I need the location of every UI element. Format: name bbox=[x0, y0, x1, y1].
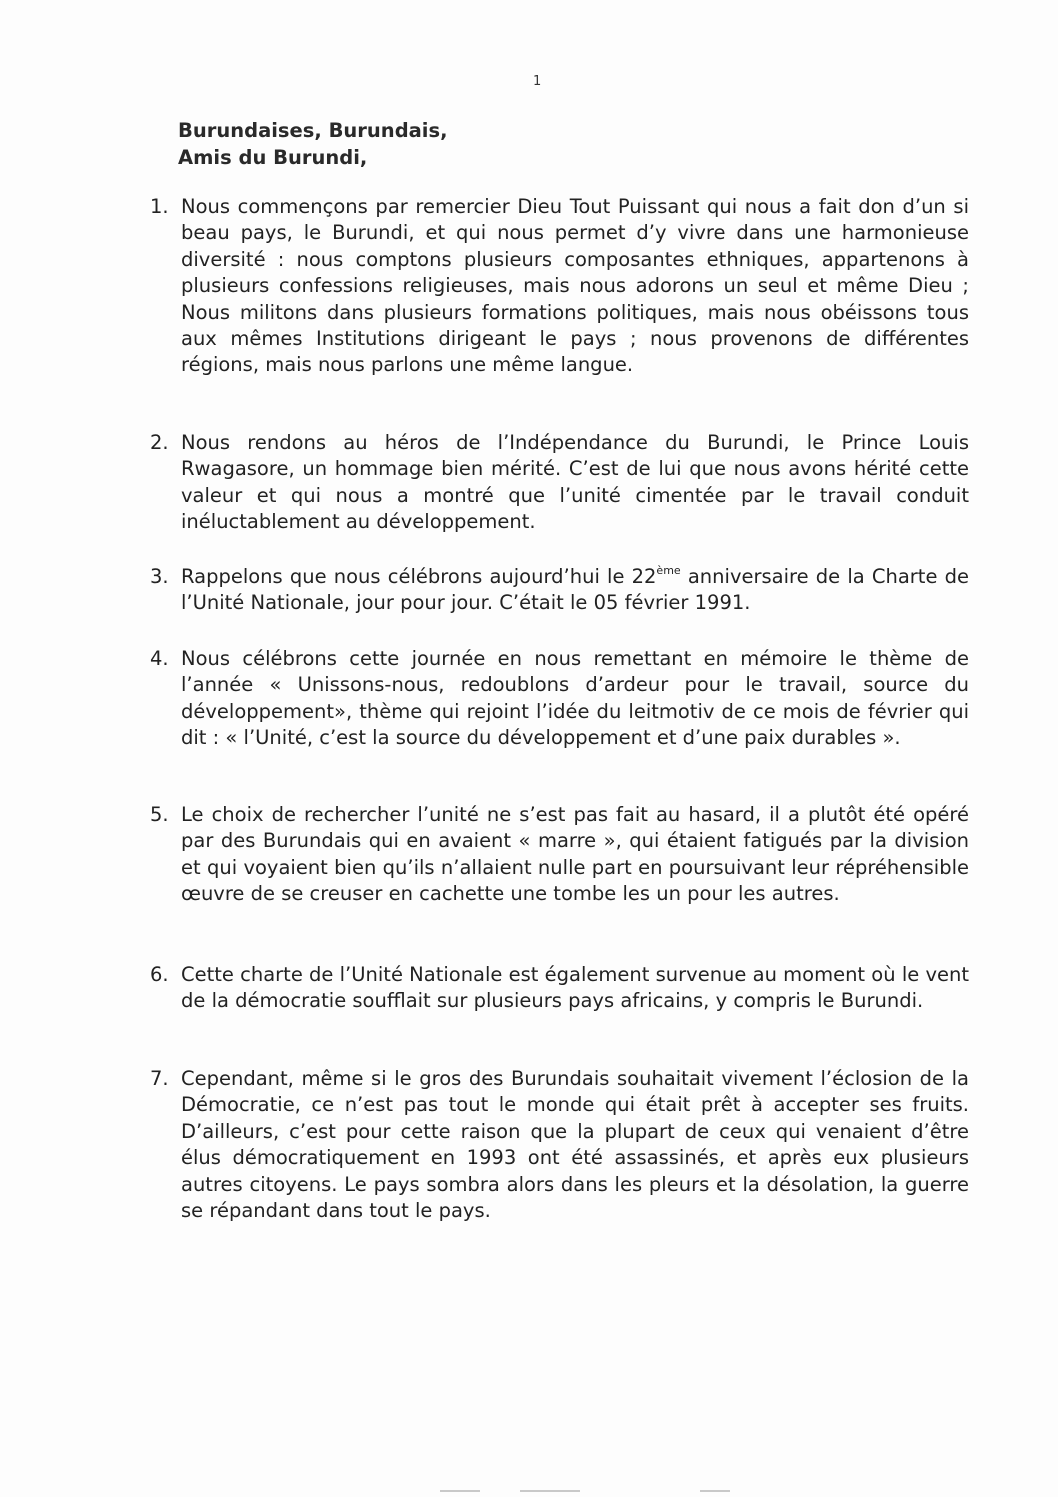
list-item-7 bbox=[150, 1066, 970, 1224]
list-item-6 bbox=[150, 962, 970, 1015]
list-item-5 bbox=[150, 802, 970, 908]
item-text: Nous célébrons cette journée en nous remettant en mémoire le thème de l’année « Unissons-nous, redoublons d’ardeur pour le travail, source du développement», thème qui rejoint l’idée du leitmotiv de ce mois de février qui dit : « l’Unité, c’est la source du développement et d’une paix durables ». bbox=[181, 647, 969, 750]
item-number: 1. bbox=[150, 195, 169, 218]
item-text: Nous rendons au héros de l’Indépendance du Burundi, le Prince Louis Rwagasore, un hommage bien mérité. C’est de lui que nous avons hérité cette valeur et qui nous a montré que l’unité cimentée par le travail conduit inéluctablement au développement. bbox=[181, 431, 969, 534]
item-text: Le choix de rechercher l’unité ne s’est pas fait au hasard, il a plutôt été opéré par des Burundais qui en avaient « marre », qui étaient fatigués par la division et qui voyaient bien qu’ils n’allaient nulle part en poursuivant leur répréhensible œuvre de se creuser en cachette une tombe les un pour les autres. bbox=[181, 803, 969, 906]
list-item-1 bbox=[150, 194, 970, 379]
salutation-line-1: Burundaises, Burundais, bbox=[178, 119, 448, 142]
list-item-3 bbox=[150, 564, 970, 617]
item-text: Cependant, même si le gros des Burundais souhaitait vivement l’éclosion de la Démocratie, ce n’est pas tout le monde qui était prêt à accepter ses fruits. D’ailleurs, c’est pour cette raison que la plupart de ceux qui venaient d’être élus démocratiquement en 1993 ont été assassinés, et après eux plusieurs autres citoyens. Le pays sombra alors dans les pleurs et la désolation, la guerre se répandant dans tout le pays. bbox=[181, 1067, 969, 1223]
page-number: 1 bbox=[533, 74, 542, 89]
item-text: Cette charte de l’Unité Nationale est également survenue au moment où le vent de la démocratie soufflait sur plusieurs pays africains, y compris le Burundi. bbox=[181, 963, 969, 1013]
item-number: 4. bbox=[150, 647, 169, 670]
scan-artifact bbox=[520, 1490, 580, 1492]
item-number: 7. bbox=[150, 1067, 169, 1090]
item-text-before: Rappelons que nous célébrons aujourd’hui le 22 bbox=[181, 565, 657, 588]
item-number: 5. bbox=[150, 803, 169, 826]
item-number: 3. bbox=[150, 565, 169, 588]
item-text bbox=[181, 564, 969, 617]
scan-artifact bbox=[440, 1490, 480, 1492]
ordinal-superscript: ème bbox=[656, 564, 681, 577]
list-item-2 bbox=[150, 430, 970, 536]
salutation-line-2: Amis du Burundi, bbox=[178, 146, 368, 169]
item-number: 6. bbox=[150, 963, 169, 986]
scan-artifact bbox=[700, 1490, 730, 1492]
item-text-after: anniversaire de la Charte de l’Unité Nationale, jour pour jour. C’était le 05 février 1991. bbox=[181, 565, 969, 615]
item-text: Nous commençons par remercier Dieu Tout Puissant qui nous a fait don d’un si beau pays, le Burundi, et qui nous permet d’y vivre dans une harmonieuse diversité : nous comptons plusieurs composantes ethniques, appartenons à plusieurs confessions religieuses, mais nous adorons un seul et même Dieu ; Nous militons dans plusieurs formations politiques, mais nous obéissons tous aux mêmes Institutions dirigeant le pays ; nous provenons de différentes régions, mais nous parlons une même langue. bbox=[181, 195, 969, 377]
item-number: 2. bbox=[150, 431, 169, 454]
salutation bbox=[178, 117, 448, 171]
list-item-4 bbox=[150, 646, 970, 752]
